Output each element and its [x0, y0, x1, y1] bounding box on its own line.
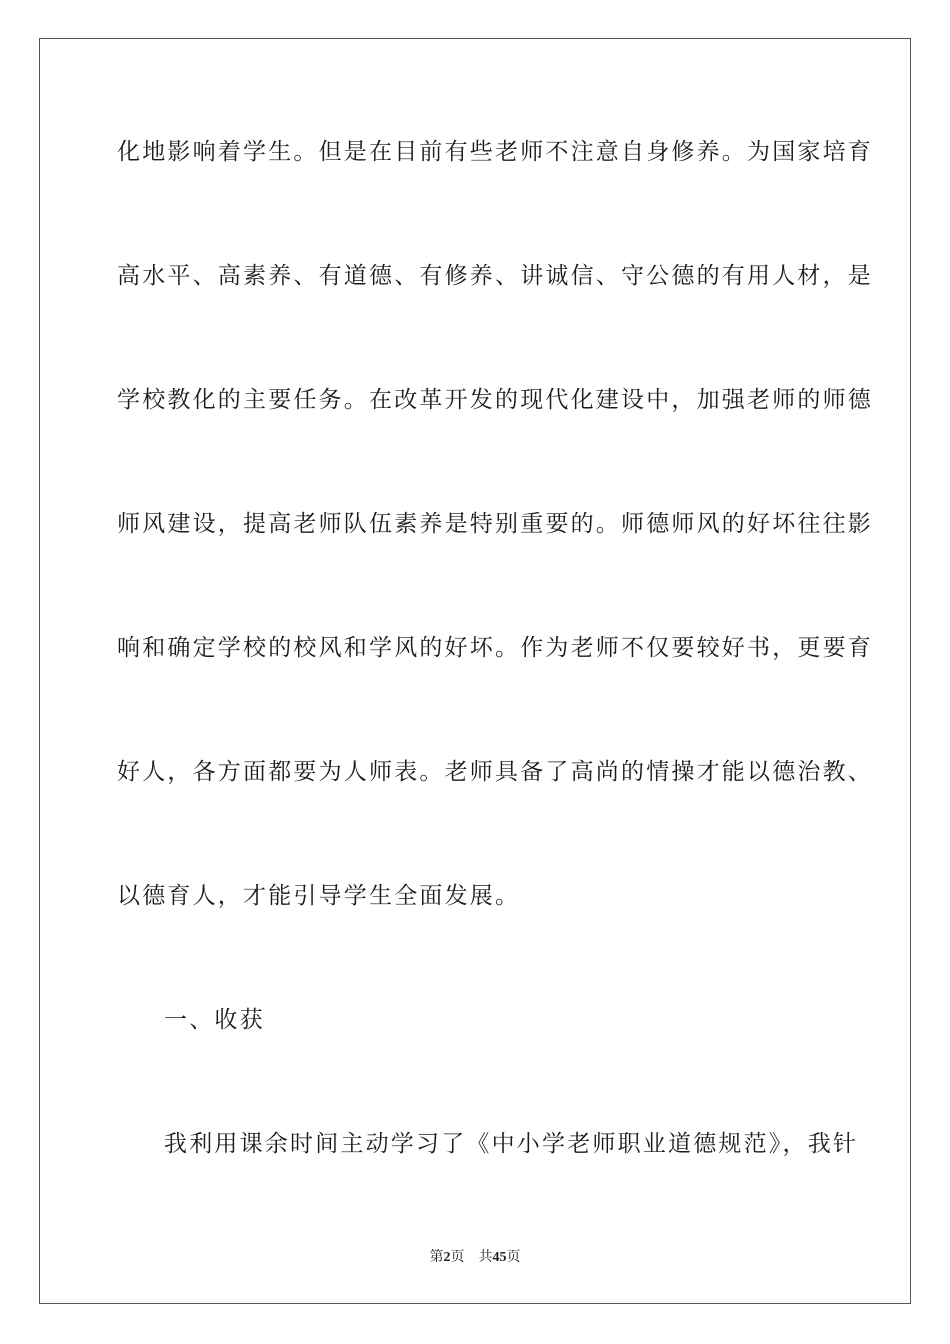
paragraph-line-5: 响和确定学校的校风和学风的好坏。作为老师不仅要较好书，更要育 [117, 635, 873, 661]
paragraph-line-7: 以德育人，才能引导学生全面发展。 [117, 883, 521, 909]
page-number: 2 [443, 1250, 451, 1265]
next-paragraph-line: 我利用课余时间主动学习了《中小学老师职业道德规范》，我针 [164, 1131, 859, 1157]
paragraph-line-3: 学校教化的主要任务。在改革开发的现代化建设中，加强老师的师德 [117, 387, 873, 413]
paragraph-line-6: 好人，各方面都要为人师表。老师具备了高尚的情操才能以德治教、 [117, 759, 873, 785]
paragraph-line-4: 师风建设，提高老师队伍素养是特别重要的。师德师风的好坏往往影 [117, 511, 873, 537]
paragraph-line-1: 化地影响着学生。但是在目前有些老师不注意自身修养。为国家培育 [117, 139, 873, 165]
total-prefix: 共 [478, 1250, 493, 1265]
section-heading: 一、收获 [164, 1007, 265, 1033]
page-suffix: 页 [450, 1250, 465, 1265]
total-suffix: 页 [506, 1250, 521, 1265]
page-prefix: 第 [429, 1250, 444, 1265]
paragraph-line-2: 高水平、高素养、有道德、有修养、讲诚信、守公德的有用人材，是 [117, 263, 873, 289]
page-frame [39, 38, 911, 1304]
page-footer [0, 1246, 950, 1266]
total-pages: 45 [492, 1250, 507, 1265]
